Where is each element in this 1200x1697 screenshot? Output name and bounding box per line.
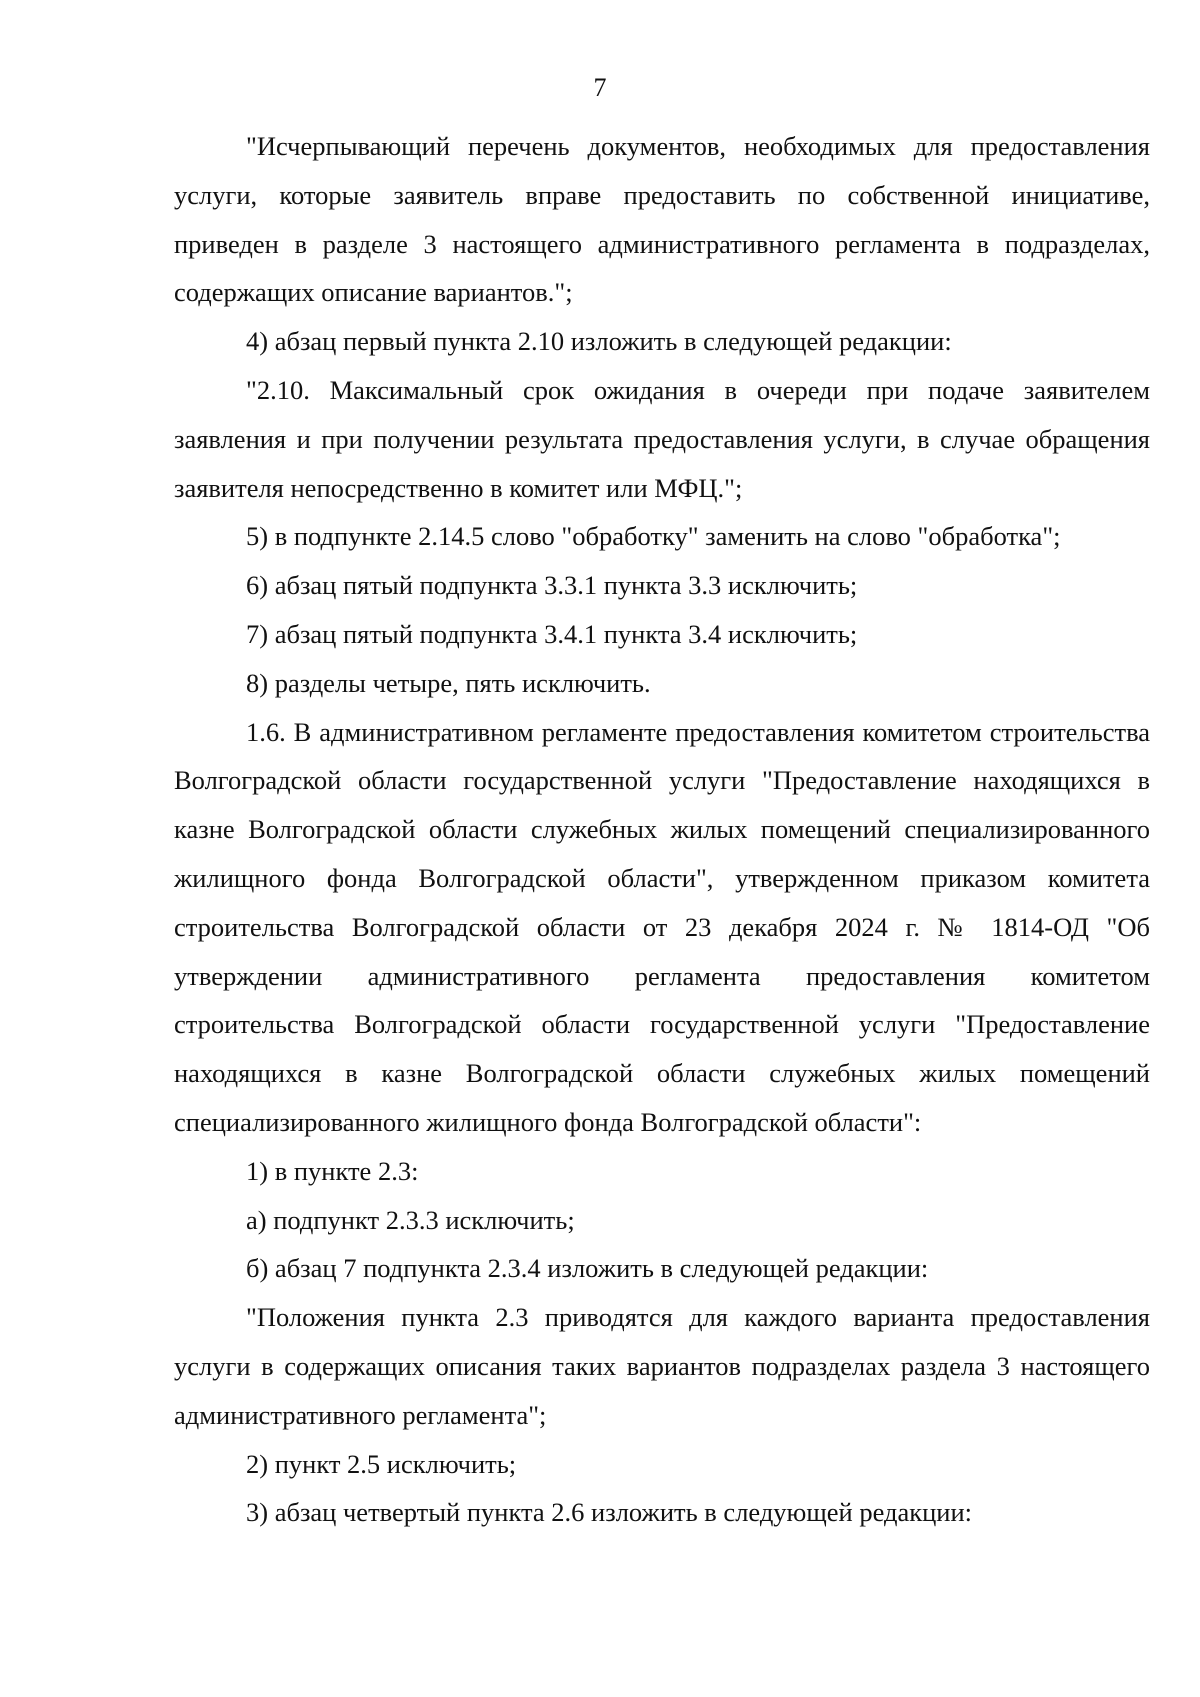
paragraph-quote-2-10: "2.10. Максимальный срок ожидания в очереди при подаче заявителем заявления и при получении результата предоставления услуги, в случае обращения заявителя непосредственно в комитет или МФЦ."; bbox=[174, 374, 1150, 503]
paragraph-section-1-6: 1.6. В административном регламенте предоставления комитетом строительства Волгоградской области государственной услуги "Предоставление находящихся в казне Волгоградской области служебных жилых помещений специализированного жилищного фонда Волгоградской области", утвержденном приказом комитета строительства Волгоградской области от 23 декабря 2024 г. № 1814-ОД "Об утверждении административного регламента предоставления комитетом строительства Волгоградской области государственной услуги "Предоставление находящихся в казне Волгоградской области служебных жилых помещений специализированного жилищного фонда Волгоградской области": bbox=[174, 716, 1150, 1137]
paragraph-quote-documents-list: "Исчерпывающий перечень документов, необходимых для предоставления услуги, которые заявитель вправе предоставить по собственной инициативе, приведен в разделе 3 настоящего административного регламента в подразделах, содержащих описание вариантов."; bbox=[174, 131, 1150, 308]
paragraph-item-8: 8) разделы четыре, пять исключить. bbox=[246, 667, 651, 698]
document-body bbox=[174, 122, 1150, 1537]
paragraph-item-4: 4) абзац первый пункта 2.10 изложить в следующей редакции: bbox=[246, 326, 952, 357]
paragraph-item-6: 6) абзац пятый подпункта 3.3.1 пункта 3.3 исключить; bbox=[246, 570, 858, 601]
paragraph-subitem-2: 2) пункт 2.5 исключить; bbox=[246, 1448, 517, 1479]
paragraph-quote-2-3: "Положения пункта 2.3 приводятся для каждого варианта предоставления услуги в содержащих описания таких вариантов подразделах раздела 3 настоящего административного регламента"; bbox=[174, 1302, 1150, 1430]
paragraph-subitem-3: 3) абзац четвертый пункта 2.6 изложить в следующей редакции: bbox=[246, 1497, 973, 1528]
paragraph-subitem-1: 1) в пункте 2.3: bbox=[246, 1155, 419, 1186]
paragraph-subitem-b: б) абзац 7 подпункта 2.3.4 изложить в следующей редакции: bbox=[246, 1253, 929, 1284]
page-number: 7 bbox=[593, 73, 607, 102]
paragraph-item-5: 5) в подпункте 2.14.5 слово "обработку" заменить на слово "обработка"; bbox=[246, 521, 1061, 552]
paragraph-item-7: 7) абзац пятый подпункта 3.4.1 пункта 3.4 исключить; bbox=[246, 618, 858, 649]
paragraph-subitem-a: а) подпункт 2.3.3 исключить; bbox=[246, 1204, 575, 1235]
